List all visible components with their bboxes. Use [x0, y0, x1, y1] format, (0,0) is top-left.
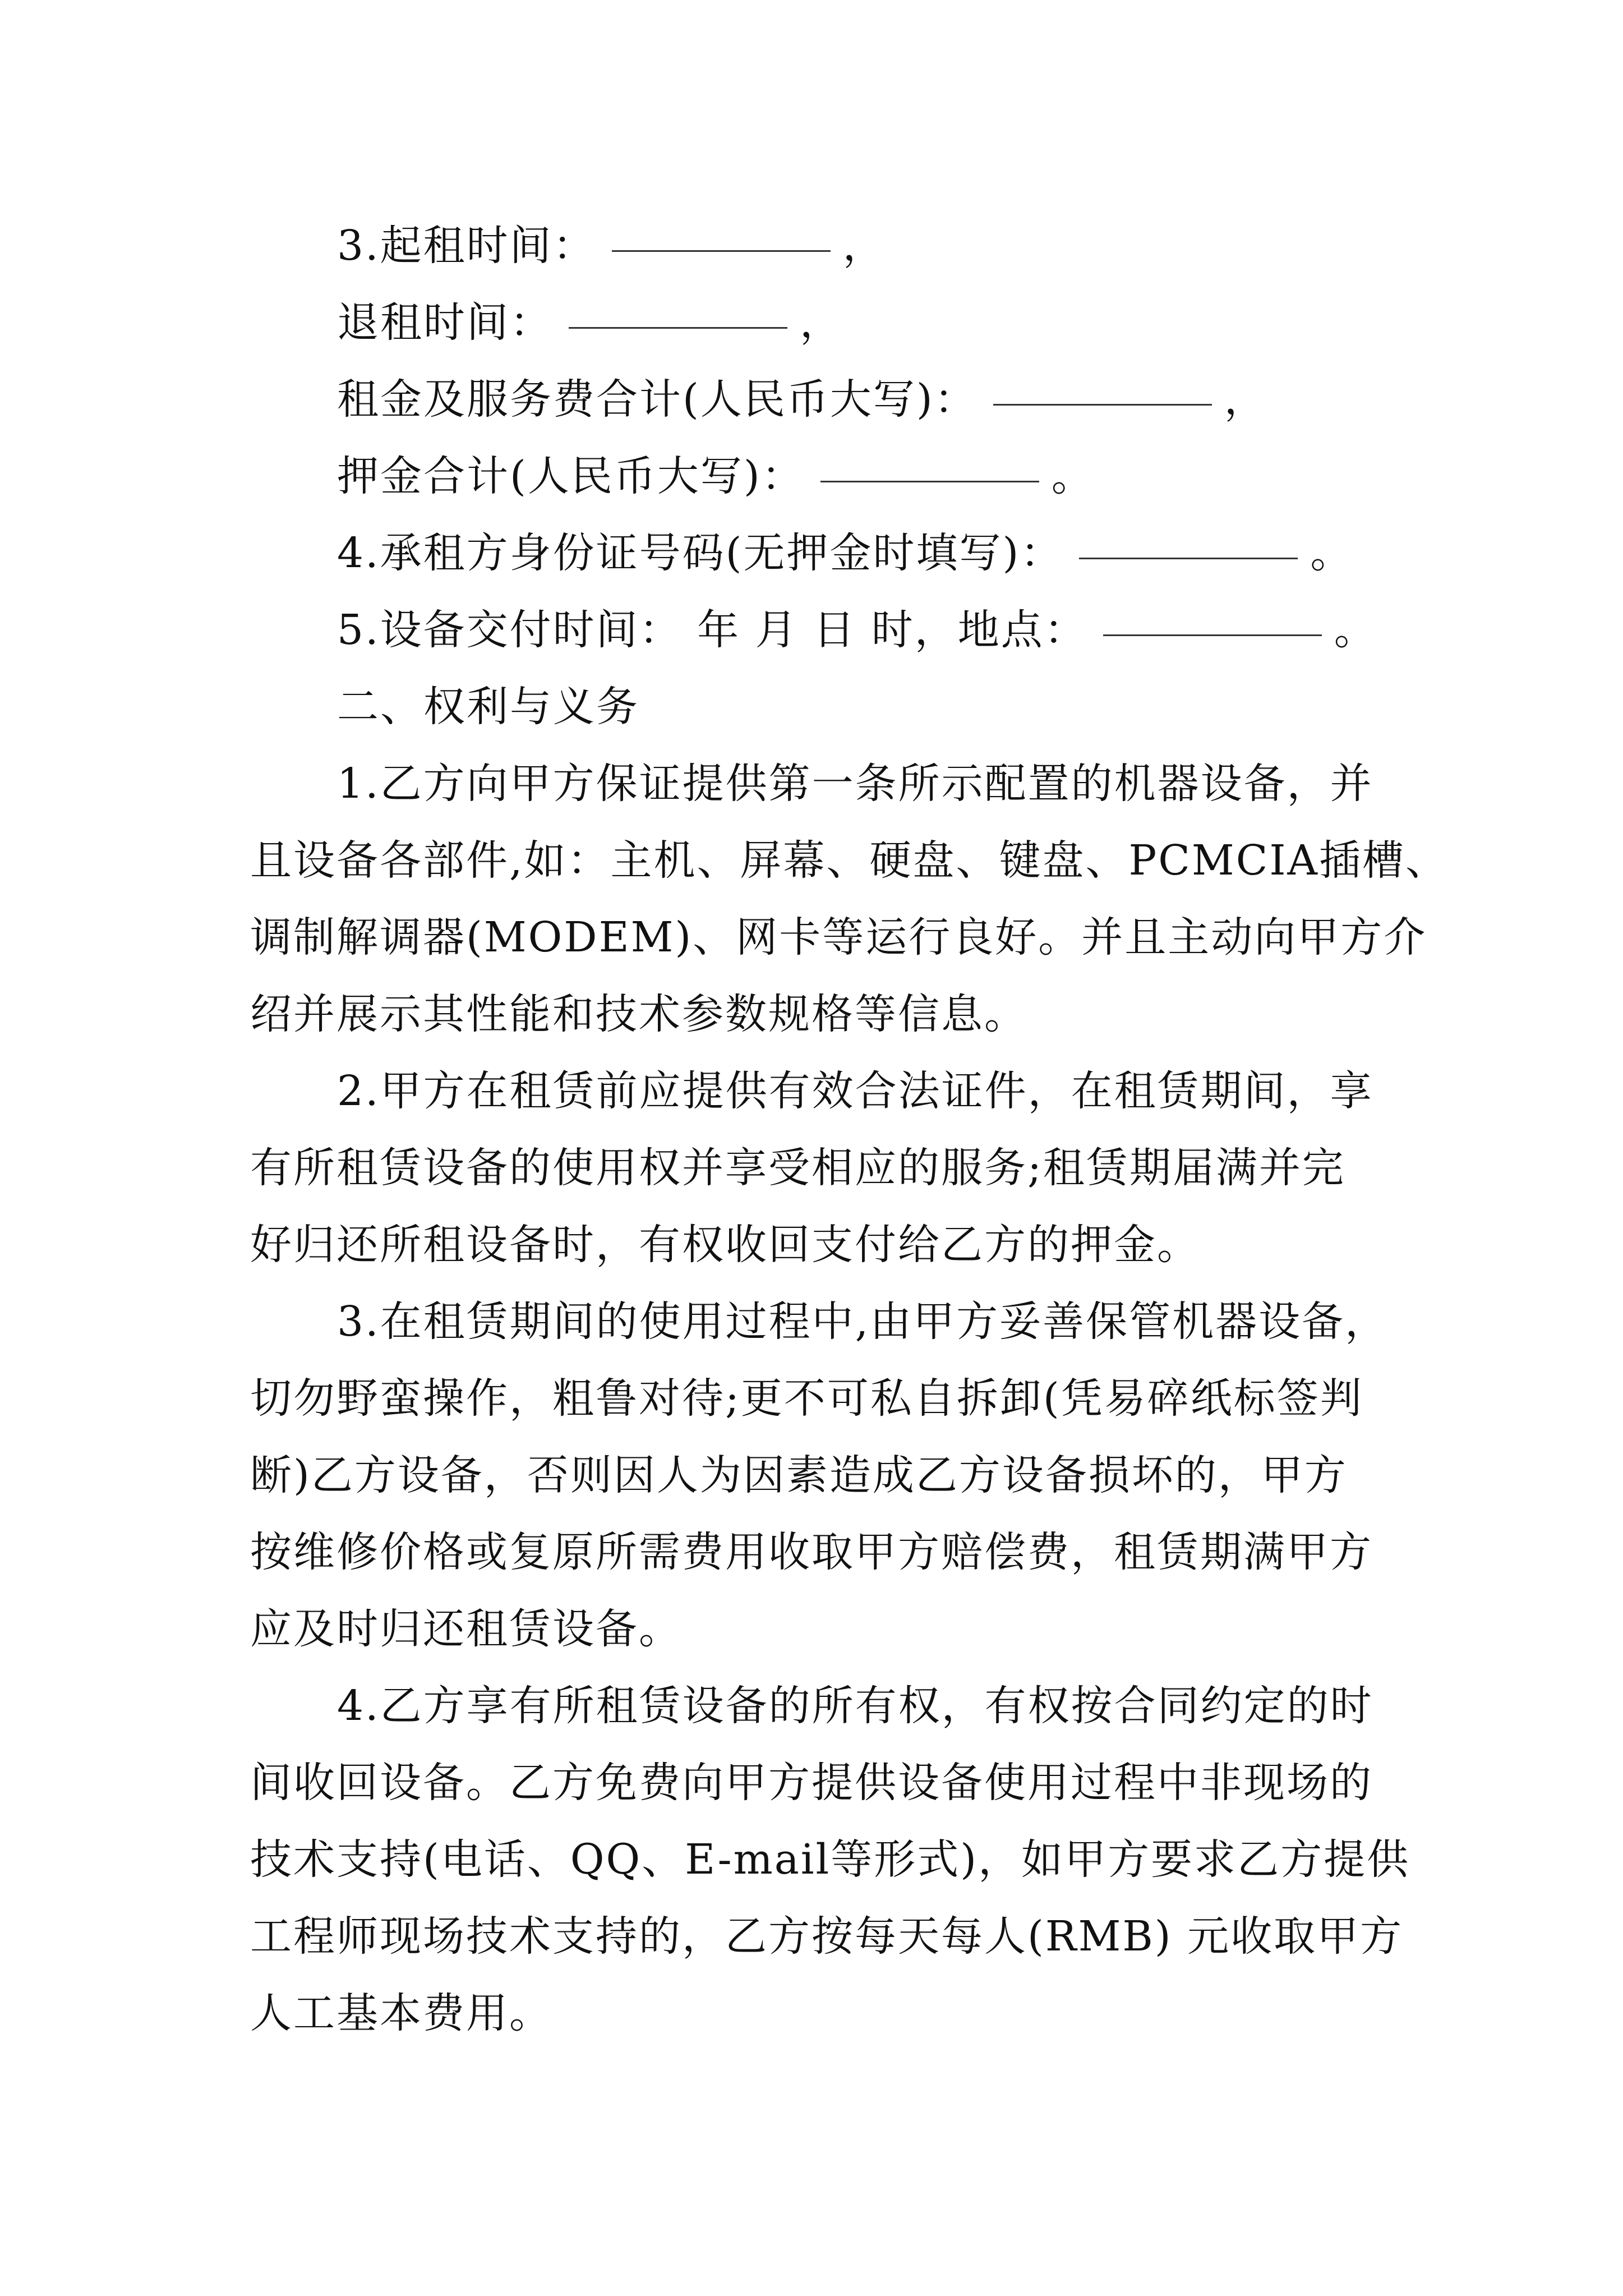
rent-total-blank[interactable] — [993, 402, 1212, 406]
deposit-total-line — [337, 451, 1487, 501]
section-title: 二、权利与义务 — [337, 683, 639, 731]
paragraph-line: 1.乙方向甲方保证提供第一条所示配置的机器设备，并 — [337, 760, 1373, 808]
lease-start-label: 3.起租时间： — [337, 222, 596, 270]
paragraph-line: 切勿野蛮操作，粗鲁对待;更不可私自拆卸(凭易碎纸标签判 — [250, 1374, 1363, 1423]
deposit-total-label: 押金合计(人民币大写)： — [337, 452, 805, 500]
punctuation: ， — [1224, 375, 1267, 424]
paragraph-line: 4.乙方享有所租赁设备的所有权，有权按合同约定的时 — [337, 1682, 1373, 1730]
rent-total-line — [337, 374, 1487, 425]
delivery-label: 5.设备交付时间： 年 月 日 时，地点： — [337, 606, 1087, 654]
id-number-line — [337, 528, 1487, 578]
paragraph-line: 工程师现场技术支持的，乙方按每天每人(RMB) 元收取甲方 — [250, 1912, 1404, 1961]
paragraph-line: 间收回设备。乙方免费向甲方提供设备使用过程中非现场的 — [250, 1759, 1373, 1807]
punctuation: ， — [842, 222, 886, 270]
delivery-line — [337, 605, 1487, 655]
paragraph-line: 断)乙方设备，否则因人为因素造成乙方设备损坏的，甲方 — [250, 1451, 1348, 1499]
paragraph-line: 有所租赁设备的使用权并享受相应的服务;租赁期届满并完 — [250, 1144, 1345, 1192]
lease-end-blank[interactable] — [569, 325, 787, 329]
deposit-total-blank[interactable] — [820, 478, 1039, 482]
paragraph-line: 应及时归还租赁设备。 — [250, 1605, 682, 1653]
paragraph-line: 人工基本费用。 — [250, 1989, 552, 2037]
lease-start-blank[interactable] — [612, 248, 831, 252]
paragraph-line: 3.在租赁期间的使用过程中,由甲方妥善保管机器设备， — [337, 1297, 1389, 1346]
punctuation: 。 — [1334, 606, 1377, 654]
paragraph-line: 2.甲方在租赁前应提供有效合法证件，在租赁期间，享 — [337, 1067, 1373, 1115]
paragraph-line: 技术支持(电话、QQ、E-mail等形式)，如甲方要求乙方提供 — [250, 1835, 1410, 1884]
punctuation: 。 — [1051, 452, 1095, 500]
paragraph-line: 好归还所租设备时，有权收回支付给乙方的押金。 — [250, 1221, 1200, 1269]
paragraph-line: 且设备各部件,如：主机、屏幕、硬盘、键盘、PCMCIA插槽、 — [250, 836, 1449, 885]
id-number-label: 4.承租方身份证号码(无押金时填写)： — [337, 529, 1064, 577]
punctuation: 。 — [1310, 529, 1354, 577]
paragraph-line: 调制解调器(MODEM)、网卡等运行良好。并且主动向甲方介 — [250, 913, 1427, 961]
lease-end-line — [337, 297, 1487, 348]
lease-end-label: 退租时间： — [337, 298, 553, 347]
rent-total-label: 租金及服务费合计(人民币大写)： — [337, 375, 978, 424]
paragraph-line: 绍并展示其性能和技术参数规格等信息。 — [250, 990, 1027, 1038]
id-number-blank[interactable] — [1079, 555, 1298, 559]
delivery-place-blank[interactable] — [1103, 632, 1322, 636]
punctuation: ， — [800, 298, 843, 347]
paragraph-line: 按维修价格或复原所需费用收取甲方赔偿费，租赁期满甲方 — [250, 1528, 1373, 1576]
lease-start-line — [337, 220, 1487, 271]
